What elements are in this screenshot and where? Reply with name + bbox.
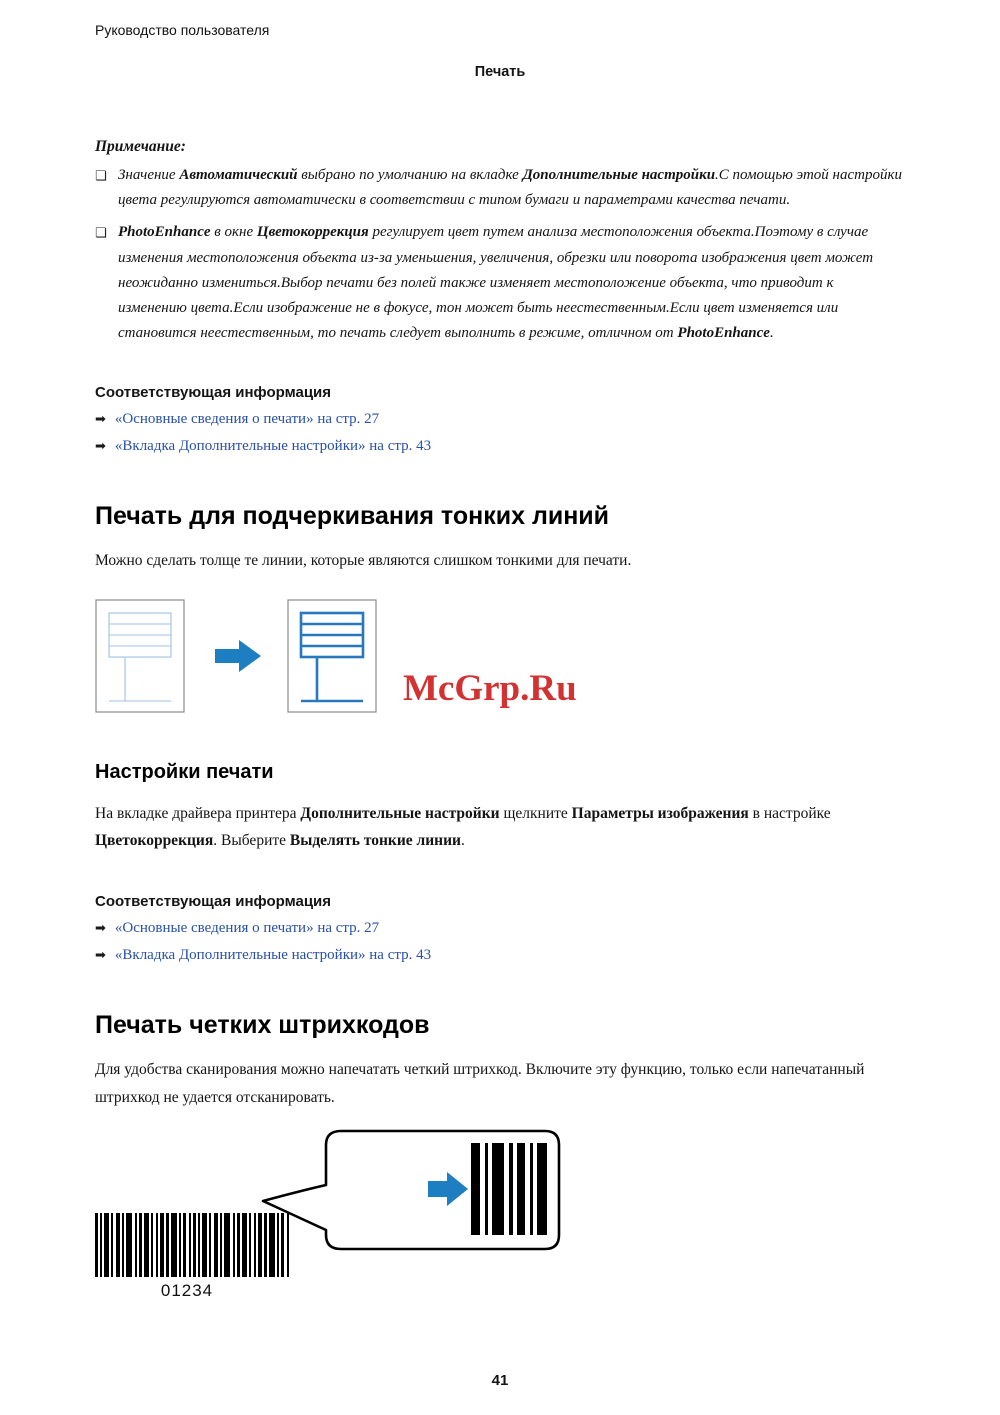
chapter-title: Печать	[474, 64, 526, 80]
related-link-basics[interactable]: «Основные сведения о печати» на стр. 27	[114, 411, 380, 428]
section-title-thin-lines: Печать для подчеркивания тонких линий	[95, 502, 610, 531]
document-before-image	[95, 599, 185, 713]
section-intro-barcodes: Для удобства сканирования можно напечатать четкий штрихкод. Включите эту функцию, только если напечатанный штрихкод не удается отсканировать.	[95, 1061, 865, 1106]
running-header	[95, 22, 905, 38]
section-title-barcodes: Печать четких штрихкодов	[95, 1011, 430, 1040]
checkbox-bullet-icon: ❏	[95, 169, 107, 184]
related-info-title: Соответствующая информация	[95, 384, 332, 402]
related-link-basics[interactable]: «Основные сведения о печати» на стр. 27	[114, 920, 380, 937]
note-item	[95, 163, 905, 213]
link-arrow-icon: ➡	[95, 948, 106, 964]
barcode-digits: 01234	[160, 1281, 214, 1301]
related-info-title: Соответствующая информация	[95, 893, 332, 911]
related-info-block	[95, 384, 905, 455]
related-link-row	[95, 920, 905, 937]
note-item-text: PhotoEnhance в окне Цветокоррекция регулирует цвет путем анализа местоположения объекта.Поэтому в случае изменения местоположения объекта из-за уменьшения, увеличения, обрезки или поворота изображения цвет может неожиданно измениться.Выбор печати без полей также изменяет местоположение объекта, что приводит к изменению цвета.Если изображение не в фокусе, тон может быть неестественным.Если цвет изменяется или становится неестественным, то печать следует выполнить в режиме, отличном от PhotoEnhance.	[118, 224, 874, 342]
note-block	[95, 138, 905, 346]
checkbox-bullet-icon: ❏	[95, 226, 107, 242]
thin-lines-figure	[95, 599, 905, 713]
link-arrow-icon: ➡	[95, 412, 106, 428]
link-arrow-icon: ➡	[95, 439, 106, 455]
subsection-title-print-settings: Настройки печати	[95, 760, 274, 783]
note-label: Примечание:	[95, 138, 186, 155]
note-item	[95, 220, 905, 346]
link-arrow-icon: ➡	[95, 921, 106, 937]
related-link-row	[95, 411, 905, 428]
right-arrow-icon	[215, 638, 261, 674]
section-intro-thin-lines: Можно сделать толще те линии, которые являются слишком тонкими для печати.	[95, 552, 632, 570]
related-link-more-options-tab[interactable]: «Вкладка Дополнительные настройки» на стр. 43	[114, 947, 432, 964]
page-footer	[0, 1372, 1000, 1389]
print-settings-paragraph: На вкладке драйвера принтера Дополнительные настройки щелкните Параметры изображения в настройке Цветокоррекция. Выберите Выделять тонкие линии.	[95, 804, 831, 850]
related-link-more-options-tab[interactable]: «Вкладка Дополнительные настройки» на стр. 43	[114, 438, 432, 455]
running-header-title: Руководство пользователя	[95, 22, 270, 38]
note-item-text: Значение Автоматический выбрано по умолчанию на вкладке Дополнительные настройки.С помощью этой настройки цвета регулируются автоматически в соответствии с типом бумаги и параметрами качества печати.	[118, 167, 902, 209]
document-after-image	[287, 599, 377, 713]
related-link-row	[95, 947, 905, 964]
barcode-figure	[95, 1127, 905, 1305]
barcode-illustration	[95, 1127, 575, 1305]
watermark: McGrp.Ru	[403, 667, 577, 709]
related-info-block	[95, 893, 905, 964]
related-link-row	[95, 438, 905, 455]
page-number: 41	[491, 1372, 509, 1389]
